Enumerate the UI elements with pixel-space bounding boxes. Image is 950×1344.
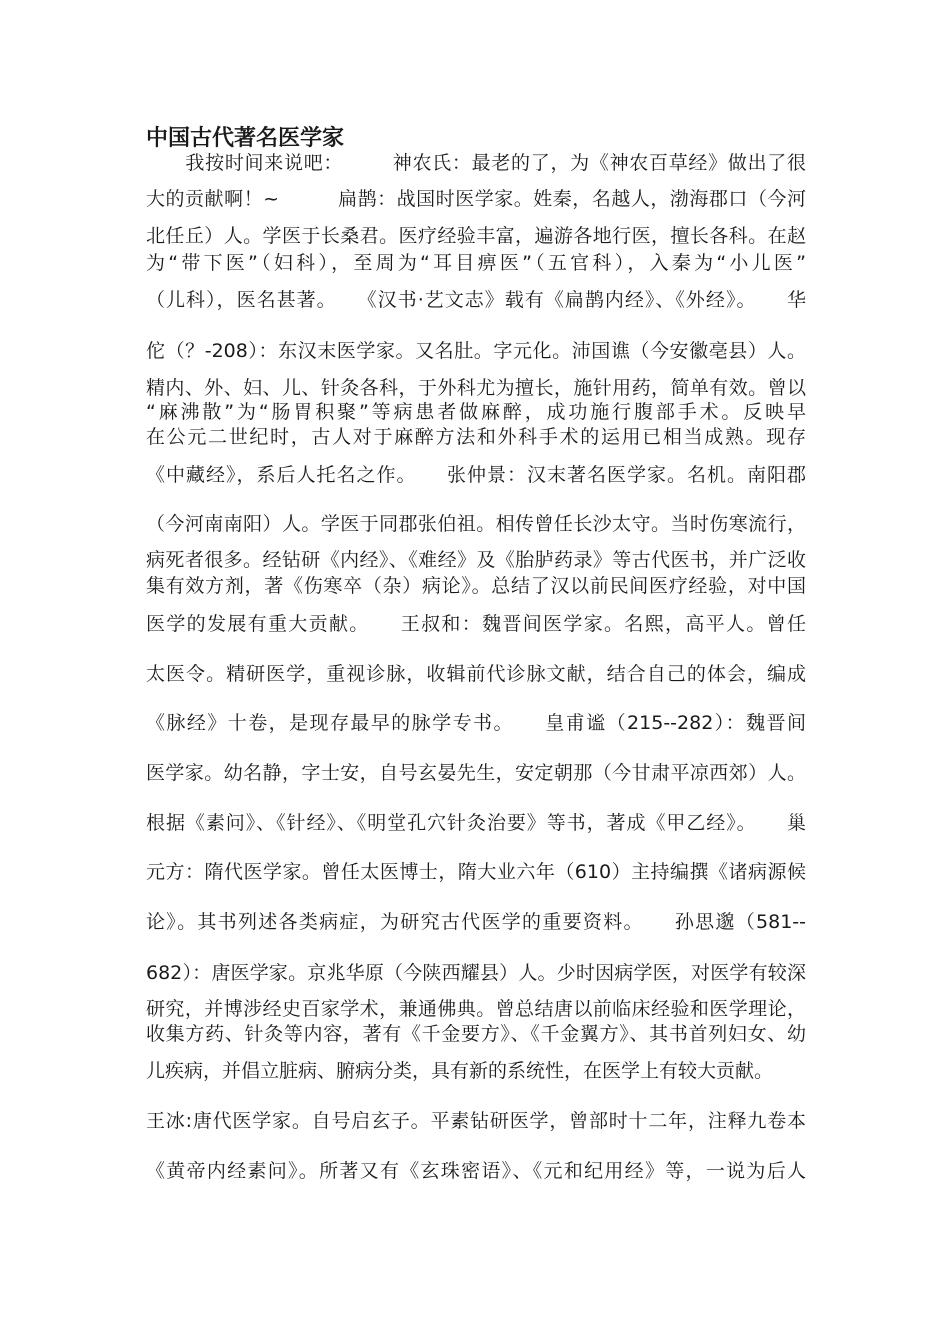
text-line: 王冰:唐代医学家。自号启玄子。平素钻研医学，曾部时十二年，注释九卷本 <box>146 1110 806 1132</box>
text-line: 太医令。精研医学，重视诊脉，收辑前代诊脉文献，结合自己的体会，编成 <box>146 663 806 685</box>
text-line: 在公元二世纪时，古人对于麻醉方法和外科手术的运用已相当成熟。现存 <box>146 426 806 448</box>
text-line: （儿科），医名甚著。 《汉书·艺文志》载有《扁鹊内经》、《外经》。 华 <box>146 289 806 311</box>
text-line: 儿疾病，并倡立脏病、腑病分类，具有新的系统性，在医学上有较大贡献。 <box>146 1060 774 1082</box>
text-line: 元方：隋代医学家。曾任太医博士，隋大业六年（610）主持编撰《诸病源候 <box>146 861 806 883</box>
text-line: 《黄帝内经素问》。所著又有《玄珠密语》、《元和纪用经》等，一说为后人 <box>146 1160 806 1182</box>
text-line: 病死者很多。经钻研《内经》、《难经》及《胎胪药录》等古代医书，并广泛收 <box>146 549 806 571</box>
text-line: 《脉经》十卷，是现存最早的脉学专书。 皇甫谧（215--282）：魏晋间 <box>146 712 806 734</box>
text-line: 北任丘）人。学医于长桑君。医疗经验丰富，遍游各地行医，擅长各科。在赵 <box>146 225 806 247</box>
text-line: 《中藏经》，系后人托名之作。 张仲景：汉末著名医学家。名机。南阳郡 <box>146 464 806 486</box>
text-line: 论》。其书列述各类病症，为研究古代医学的重要资料。 孙思邈（581-- <box>146 911 806 933</box>
text-line: 为“带下医”（妇科），至周为“耳目痹医”（五官科），入秦为“小儿医” <box>146 252 806 274</box>
text-line: 佗（？-208）：东汉末医学家。又名肚。字元化。沛国谯（今安徽亳县）人。 <box>146 340 806 362</box>
text-line: 研究，并博涉经史百家学术，兼通佛典。曾总结唐以前临床经验和医学理论， <box>146 998 806 1020</box>
text-line: 根据《素问》、《针经》、《明堂孔穴针灸治要》等书，著成《甲乙经》。 巢 <box>146 812 806 834</box>
text-line: 682）：唐医学家。京兆华原（今陕西耀县）人。少时因病学医，对医学有较深 <box>146 962 806 984</box>
text-line: 收集方药、针灸等内容，著有《千金要方》、《千金翼方》、其书首列妇女、幼 <box>146 1023 806 1045</box>
text-line: （今河南南阳）人。学医于同郡张伯祖。相传曾任长沙太守。当时伤寒流行， <box>146 513 806 535</box>
page-title: 中国古代著名医学家 <box>146 126 345 151</box>
text-line: 我按时间来说吧： 神农氏：最老的了，为《神农百草经》做出了很 <box>146 152 806 174</box>
text-line: “麻沸散”为“肠胃积聚”等病患者做麻醉，成功施行腹部手术。反映早 <box>146 401 806 423</box>
text-line: 医学家。幼名静，字士安，自号玄晏先生，安定朝那（今甘肃平凉西郊）人。 <box>146 762 806 784</box>
text-line: 医学的发展有重大贡献。 王叔和：魏晋间医学家。名熙，高平人。曾任 <box>146 613 806 635</box>
text-line: 精内、外、妇、儿、针灸各科，于外科尤为擅长，施针用药，简单有效。曾以 <box>146 377 806 399</box>
text-line: 大的贡献啊！~ 扁鹊：战国时医学家。姓秦，名越人，渤海郡口（今河 <box>146 188 806 210</box>
text-line: 集有效方剂，著《伤寒卒（杂）病论》。总结了汉以前民间医疗经验，对中国 <box>146 575 806 597</box>
